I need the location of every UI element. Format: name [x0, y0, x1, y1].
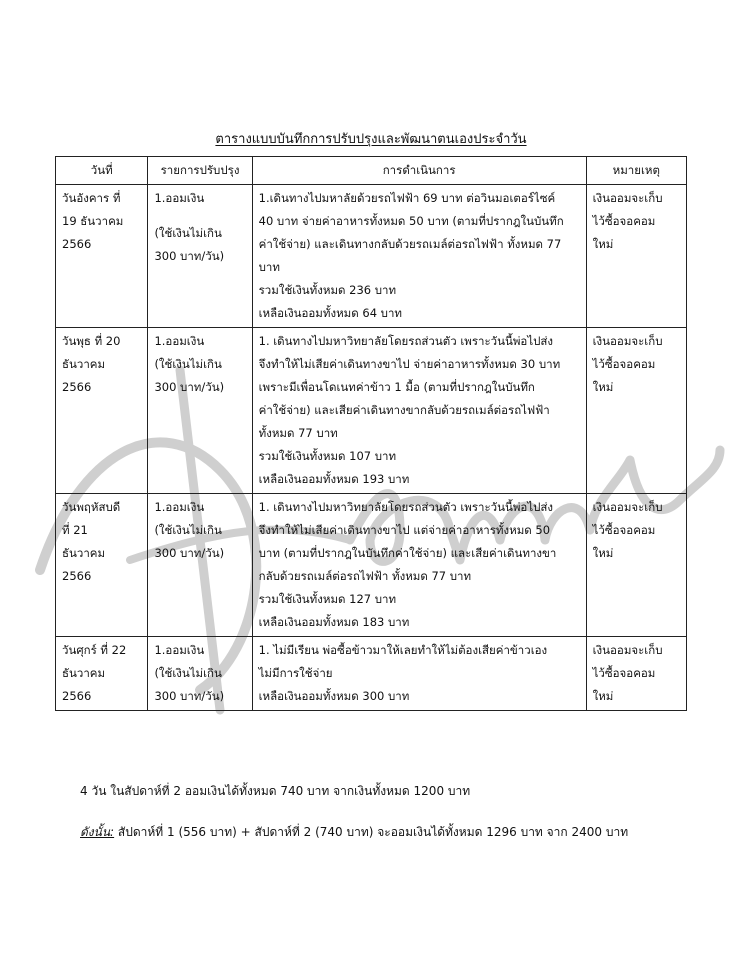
note-text: ใหม่ — [592, 237, 614, 251]
day-cell — [56, 328, 148, 494]
note-text: ใหม่ — [592, 546, 614, 560]
day-text: วันศุกร์ ที่ 22 — [62, 643, 127, 657]
action-line: รวมใช้เงินทั้งหมด 127 บาท — [258, 592, 397, 606]
item-cell — [148, 637, 252, 711]
action-line: รวมใช้เงินทั้งหมด 107 บาท — [258, 449, 397, 463]
action-line: เหลือเงินออมทั้งหมด 183 บาท — [258, 615, 410, 629]
action-cell — [252, 328, 586, 494]
action-line: รวมใช้เงินทั้งหมด 236 บาท — [258, 283, 397, 297]
action-line: เหลือเงินออมทั้งหมด 300 บาท — [258, 689, 410, 703]
item-detail: (ใช้เงินไม่เกิน — [154, 666, 222, 680]
conclusion-text: สัปดาห์ที่ 1 (556 บาท) + สัปดาห์ที่ 2 (740 บาท) จะออมเงินได้ทั้งหมด 1296 บาท จาก 2400 บาท — [114, 825, 629, 839]
action-line: 1.เดินทางไปมหาลัยด้วยรถไฟฟ้า 69 บาท ต่อวินมอเตอร์ไซค์ — [258, 191, 556, 205]
day-text: วันอังคาร ที่ — [62, 191, 121, 205]
day-text: ธันวาคม — [62, 357, 106, 371]
note-cell — [586, 328, 686, 494]
note-text: เงินออมจะเก็บ — [592, 191, 663, 205]
item-title: 1.ออมเงิน — [154, 334, 205, 348]
day-text: ที่ 21 — [62, 523, 88, 537]
item-detail: (ใช้เงินไม่เกิน — [154, 523, 222, 537]
day-text: 2566 — [62, 237, 92, 251]
day-cell — [56, 637, 148, 711]
table-row — [56, 494, 687, 637]
note-text: เงินออมจะเก็บ — [592, 500, 663, 514]
action-line: จึงทำให้ไม่เสียค่าเดินทางขาไป จ่ายค่าอาหารทั้งหมด 30 บาท — [258, 357, 561, 371]
table-row — [56, 185, 687, 328]
item-detail: 300 บาท/วัน) — [154, 546, 225, 560]
improvement-log-table — [55, 156, 687, 711]
day-cell — [56, 494, 148, 637]
action-line: ทั้งหมด 77 บาท — [258, 426, 338, 440]
item-title: 1.ออมเงิน — [154, 191, 205, 205]
action-cell — [252, 185, 586, 328]
action-line: ไม่มีการใช้จ่าย — [258, 666, 333, 680]
note-text: ไว้ซื้อจอคอม — [592, 357, 656, 371]
item-detail: 300 บาท/วัน) — [154, 689, 225, 703]
day-text: 2566 — [62, 569, 92, 583]
action-line: 1. เดินทางไปมหาวิทยาลัยโดยรถส่วนตัว เพราะวันนี้พ่อไปส่ง — [258, 500, 554, 514]
item-detail: (ใช้เงินไม่เกิน — [154, 357, 222, 371]
note-cell — [586, 637, 686, 711]
item-cell — [148, 328, 252, 494]
note-text: ไว้ซื้อจอคอม — [592, 523, 656, 537]
action-line: เพราะมีเพื่อนโดเนทค่าข้าว 1 มื้อ (ตามที่ปรากฎในบันทึก — [258, 380, 535, 394]
note-text: ไว้ซื้อจอคอม — [592, 666, 656, 680]
note-text: เงินออมจะเก็บ — [592, 643, 663, 657]
note-cell — [586, 185, 686, 328]
weekly-summary: 4 วัน ในสัปดาห์ที่ 2 ออมเงินได้ทั้งหมด 740 บาท จากเงินทั้งหมด 1200 บาท — [80, 784, 471, 798]
action-line: บาท (ตามที่ปรากฎในบันทึกค่าใช้จ่าย) และเสียค่าเดินทางขา — [258, 546, 557, 560]
day-text: 2566 — [62, 689, 92, 703]
item-detail: (ใช้เงินไม่เกิน — [154, 226, 222, 240]
table-row — [56, 637, 687, 711]
day-text: ธันวาคม — [62, 666, 106, 680]
action-cell — [252, 494, 586, 637]
note-text: ใหม่ — [592, 380, 614, 394]
item-detail: 300 บาท/วัน) — [154, 249, 225, 263]
note-text: ใหม่ — [592, 689, 614, 703]
day-text: วันพฤหัสบดี — [62, 500, 121, 514]
day-text: ธันวาคม — [62, 546, 106, 560]
table-row — [56, 328, 687, 494]
day-cell — [56, 185, 148, 328]
action-line: 40 บาท จ่ายค่าอาหารทั้งหมด 50 บาท (ตามที่ปรากฎในบันทึก — [258, 214, 564, 228]
conclusion — [80, 823, 628, 842]
header-improvement-item: รายการปรับปรุง — [148, 157, 252, 185]
note-text: เงินออมจะเก็บ — [592, 334, 663, 348]
note-text: ไว้ซื้อจอคอม — [592, 214, 656, 228]
action-line: จึงทำให้ไม่เสียค่าเดินทางขาไป แต่จ่ายค่าอาหารทั้งหมด 50 — [258, 523, 551, 537]
item-cell — [148, 494, 252, 637]
action-line: บาท — [258, 260, 280, 274]
page-title: ตารางแบบบันทึกการปรับปรุงและพัฒนาตนเองประจำวัน — [215, 132, 527, 147]
action-line: เหลือเงินออมทั้งหมด 64 บาท — [258, 306, 402, 320]
action-cell — [252, 637, 586, 711]
item-cell — [148, 185, 252, 328]
header-action: การดำเนินการ — [252, 157, 586, 185]
note-cell — [586, 494, 686, 637]
conclusion-label: ดังนั้น: — [80, 825, 115, 839]
action-line: ค่าใช้จ่าย) และเดินทางกลับด้วยรถเมล์ต่อรถไฟฟ้า ทั้งหมด 77 — [258, 237, 562, 251]
item-title: 1.ออมเงิน — [154, 500, 205, 514]
header-note: หมายเหตุ — [586, 157, 686, 185]
day-text: 19 ธันวาคม — [62, 214, 124, 228]
action-line: 1. ไม่มีเรียน พ่อซื้อข้าวมาให้เลยทำให้ไม่ต้องเสียค่าข้าวเอง — [258, 643, 548, 657]
item-detail: 300 บาท/วัน) — [154, 380, 225, 394]
action-line: เหลือเงินออมทั้งหมด 193 บาท — [258, 472, 410, 486]
item-title: 1.ออมเงิน — [154, 643, 205, 657]
header-date: วันที่ — [56, 157, 148, 185]
day-text: 2566 — [62, 380, 92, 394]
table-header-row — [56, 157, 687, 185]
action-line: ค่าใช้จ่าย) และเสียค่าเดินทางขากลับด้วยรถเมล์ต่อรถไฟฟ้า — [258, 403, 550, 417]
action-line: 1. เดินทางไปมหาวิทยาลัยโดยรถส่วนตัว เพราะวันนี้พ่อไปส่ง — [258, 334, 554, 348]
day-text: วันพุธ ที่ 20 — [62, 334, 121, 348]
action-line: กลับด้วยรถเมล์ต่อรถไฟฟ้า ทั้งหมด 77 บาท — [258, 569, 472, 583]
